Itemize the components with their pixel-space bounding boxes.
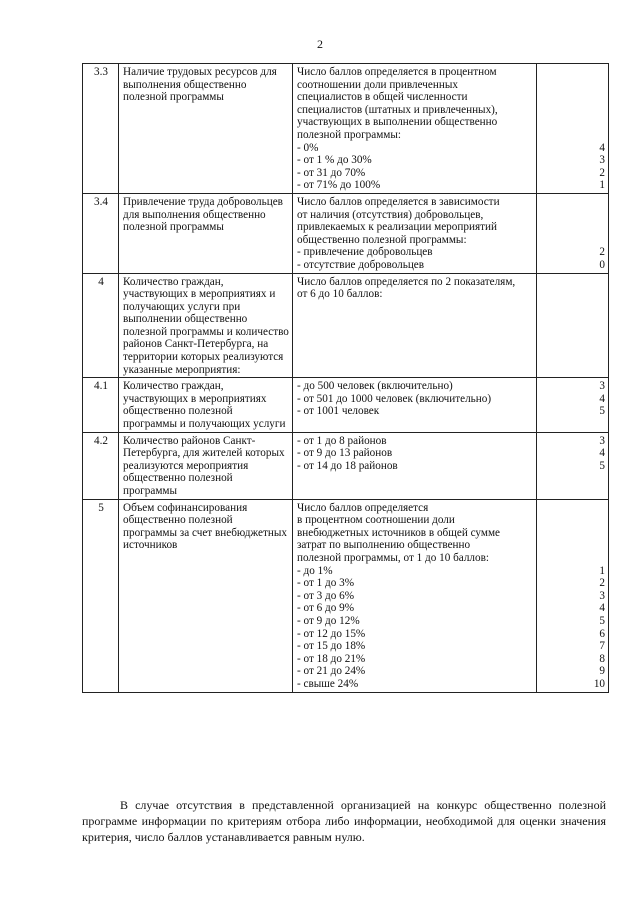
description-line: - свыше 24% [297,677,359,690]
description-line: затрат по выполнению общественно [297,539,471,552]
description-line: - до 1% [297,564,333,577]
description-line: - от 1 до 3% [297,577,355,590]
criterion-number: 4 [83,273,119,378]
score-value: 4 [599,602,605,615]
description-line: - от 1 % до 30% [297,154,372,167]
score-value: 4 [599,447,605,460]
score-value [541,196,605,209]
criteria-table [82,63,609,693]
score-value: 5 [599,614,605,627]
description-line: полезной программы, от 1 до 10 баллов: [297,551,489,564]
score-value: 2 [599,166,605,179]
score-value: 3 [599,154,605,167]
description-line: - от 1 до 8 районов [297,434,387,447]
score-value [541,552,605,565]
score-value [541,79,605,92]
description-line: - от 21 до 24% [297,665,366,678]
criterion-number: 4.2 [83,432,119,499]
score-value: 0 [599,258,605,271]
description-line: - от 501 до 1000 человек (включительно) [297,392,492,405]
description-line: - от 9 до 13 районов [297,447,393,460]
footer-paragraph: В случае отсутствия в представленной организацией на конкурс общественно полезной программе информации по критериям отбора либо информации, необходимой для оценки значения критерия, число баллов устанавливается равным нулю. [82,798,606,844]
criterion-score [537,273,609,378]
description-line: - от 71% до 100% [297,179,381,192]
score-value [541,539,605,552]
description-line: в процентном соотношении доли [297,514,455,527]
criterion-number: 3.4 [83,193,119,273]
description-line: Число баллов определяется в процентном [297,66,497,78]
criteria-row [83,432,609,499]
criteria-row [83,499,609,692]
score-value [541,527,605,540]
criterion-name: Количество граждан, участвующих в мероприятиях и получающих услуги при выполнении общественно полезной программы и количество районов Санкт-Петербурга, на территории которых реализуются указанные мероприятия: [119,273,293,378]
description-line: специалистов в общей численности [297,91,468,104]
criteria-row [83,378,609,432]
description-line: Число баллов определяется по 2 показателям, [297,275,516,288]
criterion-description [293,193,537,273]
score-value: 5 [599,405,605,418]
score-value: 4 [599,141,605,154]
criterion-score [537,432,609,499]
description-line: - от 1001 человек [297,405,380,418]
criterion-number: 5 [83,499,119,692]
score-value [541,116,605,129]
criterion-score [537,64,609,194]
description-line: - от 12 до 15% [297,627,366,640]
criterion-name: Количество граждан, участвующих в мероприятиях общественно полезной программы и получающих услуги [119,378,293,432]
description-line: - от 3 до 6% [297,589,355,602]
criterion-name: Привлечение труда добровольцев для выполнения общественно полезной программы [119,193,293,273]
score-value [541,221,605,234]
score-value [541,234,605,247]
score-value: 7 [599,640,605,653]
description-line: участвующих в выполнении общественно [297,116,498,129]
criterion-score [537,378,609,432]
score-value [541,104,605,117]
criterion-name: Наличие трудовых ресурсов для выполнения общественно полезной программы [119,64,293,194]
description-line: Число баллов определяется в зависимости [297,195,500,208]
criterion-score [537,499,609,692]
score-value: 5 [599,459,605,472]
description-line: от 6 до 10 баллов: [297,288,383,301]
description-line: Число баллов определяется [297,501,429,514]
criterion-description [293,378,537,432]
score-value: 1 [599,179,605,192]
score-value: 3 [599,434,605,447]
criterion-description [293,499,537,692]
criteria-row [83,64,609,194]
score-value: 10 [593,677,605,690]
criterion-number: 4.1 [83,378,119,432]
footer-note [82,797,606,845]
criteria-row [83,273,609,378]
criterion-number: 3.3 [83,64,119,194]
description-line: полезной программы: [297,128,402,141]
description-line: от наличия (отсутствия) добровольцев, [297,208,484,221]
score-value: 1 [599,564,605,577]
description-line: - от 14 до 18 районов [297,459,398,472]
score-value: 6 [599,627,605,640]
score-value [541,502,605,515]
description-line: общественно полезной программы: [297,233,467,246]
description-line: внебюджетных источников в общей сумме [297,526,500,539]
description-line: - от 31 до 70% [297,166,366,179]
score-value: 3 [599,380,605,393]
description-line: - 0% [297,141,319,154]
criterion-description [293,64,537,194]
criteria-table-body [83,64,609,693]
score-value: 9 [599,665,605,678]
score-value: 2 [599,577,605,590]
criteria-row [83,193,609,273]
criterion-description [293,432,537,499]
score-value [541,91,605,104]
description-line: соотношении доли привлеченных [297,78,458,91]
description-line: специалистов (штатных и привлеченных), [297,103,498,116]
description-line: - от 18 до 21% [297,652,366,665]
description-line: - от 15 до 18% [297,640,366,653]
score-value [541,514,605,527]
score-value: 8 [599,652,605,665]
score-value [541,209,605,222]
criterion-name: Количество районов Санкт-Петербурга, для жителей которых реализуются мероприятия общественно полезной программы [119,432,293,499]
criterion-name: Объем софинансирования общественно полезной программы за счет внебюджетных источников [119,499,293,692]
criterion-score [537,193,609,273]
criterion-description [293,273,537,378]
description-line: - от 6 до 9% [297,602,355,615]
score-value: 4 [599,392,605,405]
score-value: 2 [599,246,605,259]
score-value [541,129,605,142]
description-line: - до 500 человек (включительно) [297,380,453,393]
score-value: 3 [599,589,605,602]
page-number: 2 [317,37,323,51]
description-line: - от 9 до 12% [297,614,360,627]
description-line: привлекаемых к реализации мероприятий [297,221,497,234]
score-value [541,66,605,79]
description-line: - отсутствие добровольцев [297,258,425,271]
description-line: - привлечение добровольцев [297,246,433,259]
